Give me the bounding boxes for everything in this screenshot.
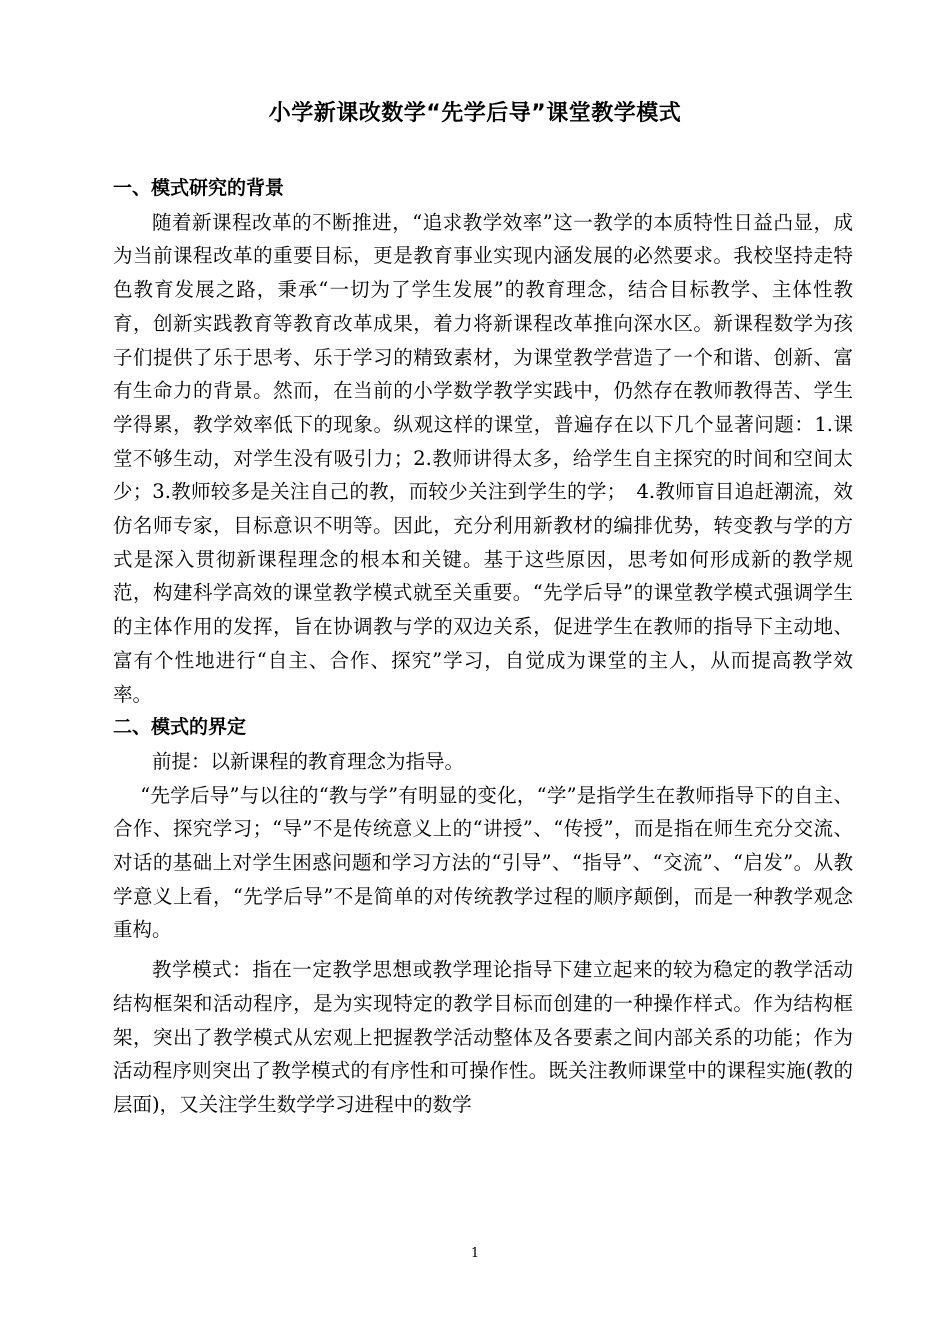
paragraph-premise: 前提：以新课程的教育理念为指导。 [152, 749, 465, 773]
document-body [113, 172, 853, 1122]
section-definition [113, 711, 853, 1121]
paragraph-teaching-mode: 教学模式：指在一定教学思想或教学理论指导下建立起来的较为稳定的教学活动结构框架和活动程序，是为实现特定的教学目标而创建的一种操作样式。作为结构框架，突出了教学模式从宏观上把握教学活动整体及各要素之间内部关系的功能；作为活动程序则突出了教学模式的有序性和可操作性。既关注教师课堂中的课程实施(教的层面)，又关注学生数学学习进程中的数学 [113, 958, 853, 1116]
paragraph-learn-then-guide: “先学后导”与以往的“教与学”有明显的变化，“学”是指学生在教师指导下的自主、合作、探究学习；“导”不是传统意义上的“讲授”、“传授”，而是指在师生充分交流、对话的基础上对学生困惑问题和学习方法的“引导”、“指导”、“交流”、“启发”。从教学意义上看，“先学后导”不是简单的对传统教学过程的顺序颠倒，而是一种教学观念重构。 [113, 783, 853, 942]
section-background [113, 172, 853, 711]
section-heading-definition: 二、模式的界定 [113, 716, 247, 739]
document-title: 小学新课改数学“先学后导”课堂教学模式 [268, 101, 682, 126]
paragraph-background: 随着新课程改革的不断推进，“追求教学效率”这一教学的本质特性日益凸显，成为当前课程改革的重要目标，更是教育事业实现内涵发展的必然要求。我校坚持走特色教育发展之路，秉承“一切为了学生发展”的教育理念，结合目标教学、主体性教育，创新实践教育等教育改革成果，着力将新课程改革推向深水区。新课程数学为孩子们提供了乐于思考、乐于学习的精致素材，为课堂教学营造了一个和谐、创新、富有生命力的背景。然而，在当前的小学数学教学实践中，仍然存在教师教得苦、学生学得累，教学效率低下的现象。纵观这样的课堂，普遍存在以下几个显著问题：1.课堂不够生动，对学生没有吸引力；2.教师讲得太多，给学生自主探究的时间和空间太少；3.教师较多是关注自己的教，而较少关注到学生的学； 4.教师盲目追赶潮流，效仿名师专家，目标意识不明等。因此，充分利用新教材的编排优势，转变教与学的方式是深入贯彻新课程理念的根本和关键。基于这些原因，思考如何形成新的教学规范，构建科学高效的课堂教学模式就至关重要。“先学后导”的课堂教学模式强调学生的主体作用的发挥，旨在协调教与学的双边关系，促进学生在教师的指导下主动地、富有个性地进行“自主、合作、探究”学习，自觉成为课堂的主人，从而提高教学效率。 [113, 210, 853, 706]
page-number: 1 [470, 1246, 480, 1261]
section-heading-background: 一、模式研究的背景 [113, 177, 285, 199]
